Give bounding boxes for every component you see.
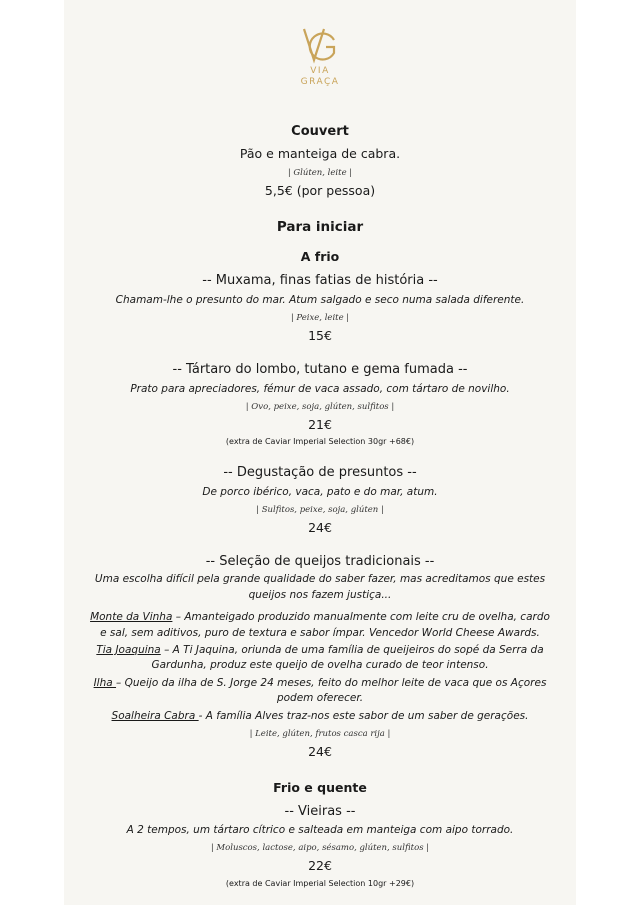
- cheese-monte-da-vinha-2: e sal, sem aditivos, puro de textura e sabor ímpar. Vencedor World Cheese Awards.: [100, 627, 540, 639]
- cheese-name: Ilha: [93, 677, 117, 689]
- dish-price-queijos: 24€: [308, 744, 332, 759]
- cheese-text: – Amanteigado produzido manualmente com leite cru de ovelha, cardo: [172, 611, 550, 623]
- cheese-ilha: [64, 677, 576, 689]
- dish-allergens-vieiras: | Moluscos, lactose, aipo, sésamo, glúten, sulfitos |: [210, 843, 430, 853]
- restaurant-logo: [64, 26, 576, 88]
- cheese-text: – Queijo da ilha de S. Jorge 24 meses, feito do melhor leite de vaca que os Açores: [116, 677, 547, 689]
- cheese-text: - A família Alves traz-nos este sabor de um saber de gerações.: [198, 710, 529, 722]
- couvert-price: 5,5€ (por pessoa): [264, 183, 376, 198]
- cheese-name: Tia Joaquina: [96, 644, 161, 656]
- dish-desc-muxama: Chamam-lhe o presunto do mar. Atum salgado e seco numa salada diferente.: [115, 294, 525, 306]
- dish-price-muxama: 15€: [308, 328, 332, 343]
- dish-allergens-queijos: | Leite, glúten, frutos casca rija |: [249, 729, 391, 739]
- menu-page: [64, 0, 576, 905]
- dish-name-muxama: -- Muxama, finas fatias de história --: [202, 273, 438, 288]
- dish-price-vieiras: 22€: [308, 858, 332, 873]
- cheese-soalheira: [64, 710, 576, 722]
- subsection-title-frio-quente: Frio e quente: [273, 780, 367, 795]
- dish-name-presuntos: -- Degustação de presuntos --: [223, 465, 417, 480]
- dish-price-presuntos: 24€: [308, 520, 332, 535]
- dish-extra-tartaro: (extra de Caviar Imperial Selection 30gr +68€): [225, 437, 415, 446]
- subsection-title-frio: A frio: [300, 249, 340, 264]
- dish-name-queijos: -- Seleção de queijos tradicionais --: [205, 554, 435, 569]
- cheese-tia-joaquina-2: Gardunha, produz este queijo de ovelha curado de teor intenso.: [151, 659, 489, 671]
- dish-allergens-tartaro: | Ovo, peixe, soja, glúten, sulfitos |: [245, 402, 395, 412]
- dish-name-tartaro: -- Tártaro do lombo, tutano e gema fumada --: [172, 362, 468, 377]
- brand-line-2: GRAÇA: [300, 77, 340, 87]
- dish-price-tartaro: 21€: [308, 417, 332, 432]
- couvert-title: Couvert: [291, 124, 349, 139]
- section-title-iniciar: Para iniciar: [276, 219, 364, 235]
- vg-monogram-icon: [300, 26, 340, 66]
- couvert-allergens: | Glúten, leite |: [287, 168, 353, 178]
- cheese-tia-joaquina: [64, 644, 576, 656]
- brand-line-1: VIA: [310, 66, 330, 76]
- dish-desc-queijos-2: queijos nos fazem justiça...: [248, 589, 392, 601]
- cheese-name: Soalheira Cabra: [111, 710, 199, 722]
- cheese-ilha-2: podem oferecer.: [276, 692, 364, 704]
- dish-desc-presuntos: De porco ibérico, vaca, pato e do mar, atum.: [202, 486, 438, 498]
- dish-desc-vieiras: A 2 tempos, um tártaro cítrico e salteada em manteiga com aipo torrado.: [126, 824, 514, 836]
- dish-desc-tartaro: Prato para apreciadores, fémur de vaca assado, com tártaro de novilho.: [130, 383, 510, 395]
- dish-desc-queijos-1: Uma escolha difícil pela grande qualidade do saber fazer, mas acreditamos que estes: [94, 573, 546, 585]
- dish-allergens-presuntos: | Sulfitos, peixe, soja, glúten |: [256, 505, 384, 515]
- cheese-text: – A Ti Jaquina, oriunda de uma família de queijeiros do sopé da Serra da: [160, 644, 544, 656]
- cheese-monte-da-vinha: [64, 611, 576, 623]
- couvert-item: Pão e manteiga de cabra.: [239, 146, 401, 161]
- dish-allergens-muxama: | Peixe, leite |: [290, 313, 350, 323]
- dish-name-vieiras: -- Vieiras --: [284, 804, 356, 819]
- dish-extra-vieiras: (extra de Caviar Imperial Selection 10gr +29€): [225, 879, 415, 888]
- cheese-name: Monte da Vinha: [90, 611, 173, 623]
